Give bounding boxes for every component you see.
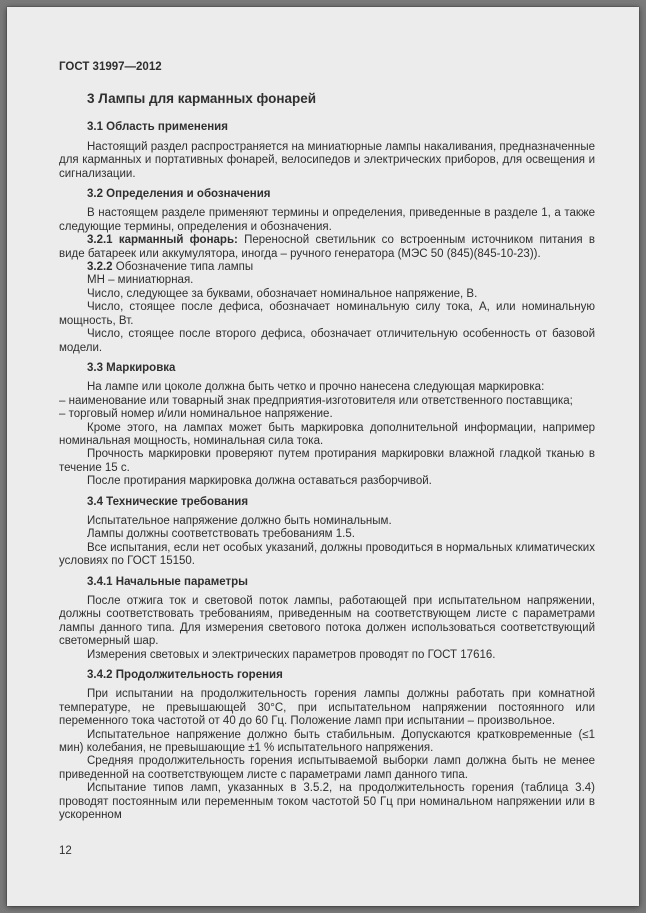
section-title: 3 Лампы для карманных фонарей (87, 91, 317, 107)
paragraph: На лампе или цоколе должна быть четко и прочно нанесена следующая маркировка: (87, 381, 545, 394)
section-heading: 3.4.2 Продолжительность горения (87, 669, 283, 682)
section-heading: 3.1 Область применения (87, 121, 228, 134)
section-heading: 3.2 Определения и обозначения (87, 188, 271, 201)
paragraph: Число, стоящее после второго дефиса, обозначает отличительную особенность от базовой модели. (59, 328, 595, 354)
document-body (59, 91, 595, 822)
paragraph: Испытательное напряжение должно быть стабильным. Допускаются кратковременные (≤1 мин) колебания, не превышающие ±1 % испытательного напряжения. (59, 728, 595, 755)
paragraph: Испытательное напряжение должно быть номинальным. (87, 514, 392, 527)
paragraph: Настоящий раздел распространяется на миниатюрные лампы накаливания, предназначенные для карманных и портативных фонарей, велосипедов и электрических приборов, для освещения и сигнализации. (59, 140, 595, 180)
section-heading: 3.4.1 Начальные параметры (87, 575, 248, 588)
section-heading: 3.3 Маркировка (87, 361, 176, 374)
paragraph: – наименование или товарный знак предприятия-изготовителя или ответственного поставщика; (59, 394, 573, 407)
paragraph: После протирания маркировка должна оставаться разборчивой. (87, 475, 432, 488)
paragraph: Прочность маркировки проверяют путем протирания маркировки влажной гладкой тканью в течение 15 с. (59, 448, 595, 474)
paragraph: После отжига ток и световой поток лампы, работающей при испытательном напряжении, должны соответствовать требованиям, приведенным на соответствующем листе с параметрами лампы данного типа. Для измерения светового потока должен использоваться соответствующий светомерный шар. (59, 595, 595, 648)
paragraph-lead: 3.2.2 (87, 261, 116, 274)
paragraph: Лампы должны соответствовать требованиям 1.5. (87, 528, 355, 541)
document-code: ГОСТ 31997—2012 (59, 61, 162, 73)
paragraph: При испытании на продолжительность горения лампы должны работать при комнатной температуре, не превышающей 30°С, при испытательном напряжении постоянного или переменного тока частотой от 40 до 60 Гц. Положение ламп при испытании – произвольное. (59, 688, 595, 728)
paragraph: – торговый номер и/или номинальное напряжение. (59, 408, 333, 421)
paragraph: Число, стоящее после дефиса, обозначает номинальную силу тока, А, или номинальную мощность, Вт. (59, 301, 595, 327)
page-number: 12 (59, 844, 72, 857)
section-heading: 3.4 Технические требования (87, 495, 249, 508)
paragraph: МН – миниатюрная. (87, 274, 194, 287)
document-page (7, 7, 639, 906)
paragraph: В настоящем разделе применяют термины и определения, приведенные в разделе 1, а также следующие термины, определения и обозначения. (59, 207, 595, 233)
paragraph: Все испытания, если нет особых указаний, должны проводиться в нормальных климатических условиях по ГОСТ 15150. (59, 541, 595, 568)
paragraph-lead: 3.2.1 карманный фонарь: (87, 234, 245, 247)
paragraph: 3.2.2 Обозначение типа лампы (87, 261, 254, 274)
paragraph: Число, следующее за буквами, обозначает номинальное напряжение, В. (87, 287, 478, 300)
paragraph: Измерения световых и электрических параметров проводят по ГОСТ 17616. (87, 648, 496, 661)
paragraph: Испытание типов ламп, указанных в 3.5.2, на продолжительность горения (таблица 3.4) проводят постоянным или переменным током частотой 50 Гц при номинальном напряжении или в ускоренном (59, 782, 595, 822)
paragraph: Средняя продолжительность горения испытываемой выборки ламп должна быть не менее приведенной на соответствующем листе с параметрами ламп данного типа. (59, 755, 595, 781)
paragraph: Кроме этого, на лампах может быть маркировка дополнительной информации, например номинальная мощность, номинальная сила тока. (59, 421, 595, 447)
paragraph: 3.2.1 карманный фонарь: Переносной светильник со встроенным источником питания в виде батареек или аккумулятора, иногда – ручного генератора (МЭС 50 (845)(845-10-23)). (59, 234, 595, 260)
